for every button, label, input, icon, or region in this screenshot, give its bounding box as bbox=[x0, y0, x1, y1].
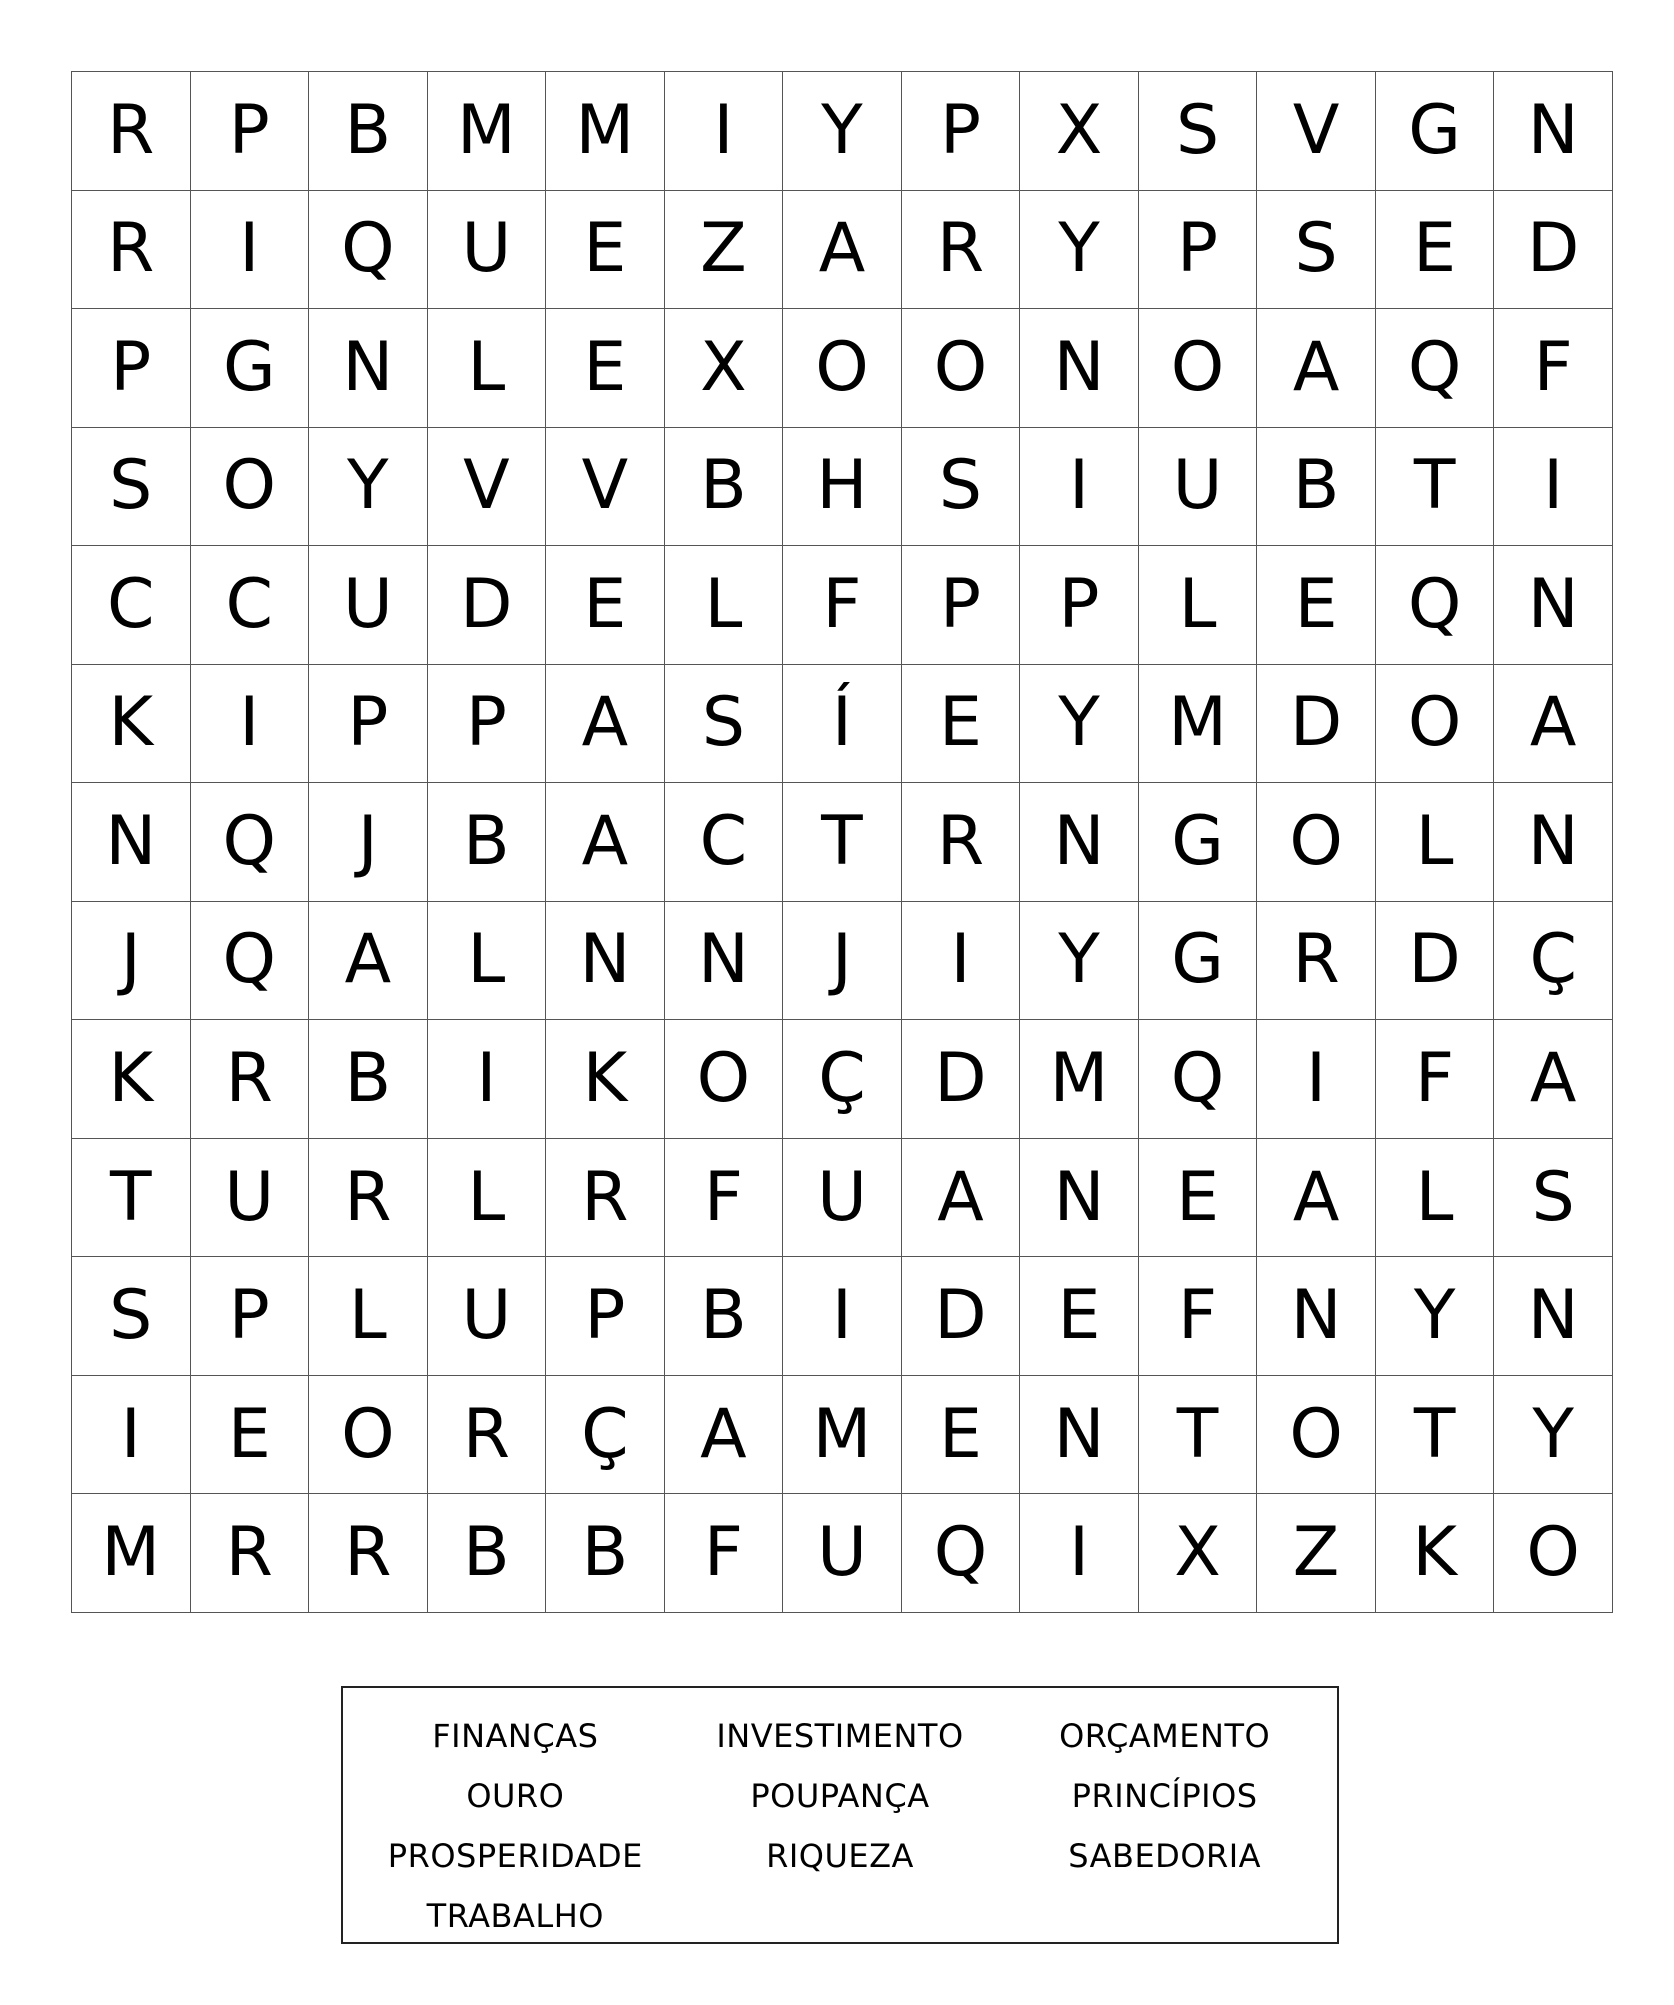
grid-cell[interactable]: A bbox=[309, 901, 428, 1020]
grid-cell[interactable]: N bbox=[309, 309, 428, 428]
grid-cell[interactable]: T bbox=[783, 783, 902, 902]
grid-cell[interactable]: R bbox=[546, 1138, 665, 1257]
grid-cell[interactable]: M bbox=[783, 1375, 902, 1494]
word-list-item: PROSPERIDADE bbox=[387, 1837, 643, 1875]
grid-row bbox=[72, 1375, 1613, 1494]
grid-row bbox=[72, 1257, 1613, 1376]
grid-cell[interactable]: U bbox=[1138, 427, 1257, 546]
grid-cell[interactable]: U bbox=[190, 1138, 309, 1257]
grid-cell[interactable]: O bbox=[309, 1375, 428, 1494]
grid-row bbox=[72, 309, 1613, 428]
grid-row bbox=[72, 1138, 1613, 1257]
grid-cell[interactable]: A bbox=[546, 664, 665, 783]
grid-row bbox=[72, 783, 1613, 902]
word-list-item: RIQUEZA bbox=[766, 1837, 914, 1875]
grid-cell[interactable]: B bbox=[427, 1494, 546, 1613]
grid-cell[interactable]: E bbox=[190, 1375, 309, 1494]
grid-cell[interactable]: O bbox=[1375, 664, 1494, 783]
grid-cell[interactable]: E bbox=[901, 664, 1020, 783]
grid-cell[interactable]: Y bbox=[1020, 190, 1139, 309]
grid-cell[interactable]: L bbox=[309, 1257, 428, 1376]
grid-cell[interactable]: R bbox=[72, 72, 191, 191]
grid-cell[interactable]: M bbox=[546, 72, 665, 191]
grid-cell[interactable]: L bbox=[427, 1138, 546, 1257]
grid-cell[interactable]: F bbox=[1375, 1020, 1494, 1139]
grid-cell[interactable]: N bbox=[1020, 309, 1139, 428]
grid-row bbox=[72, 427, 1613, 546]
grid-cell[interactable]: M bbox=[1138, 664, 1257, 783]
grid-cell[interactable]: C bbox=[664, 783, 783, 902]
grid-cell[interactable]: P bbox=[427, 664, 546, 783]
grid-cell[interactable]: S bbox=[72, 1257, 191, 1376]
grid-cell[interactable]: L bbox=[427, 901, 546, 1020]
grid-cell[interactable]: R bbox=[190, 1494, 309, 1613]
grid-cell[interactable]: O bbox=[783, 309, 902, 428]
grid-cell[interactable]: H bbox=[783, 427, 902, 546]
grid-cell[interactable]: O bbox=[901, 309, 1020, 428]
grid-cell[interactable]: J bbox=[309, 783, 428, 902]
grid-cell[interactable]: U bbox=[309, 546, 428, 665]
grid-cell[interactable]: D bbox=[1494, 190, 1613, 309]
grid-cell[interactable]: Z bbox=[664, 190, 783, 309]
grid-cell[interactable]: R bbox=[190, 1020, 309, 1139]
grid-cell[interactable]: I bbox=[901, 901, 1020, 1020]
grid-cell[interactable]: N bbox=[1494, 72, 1613, 191]
grid-cell[interactable]: D bbox=[901, 1257, 1020, 1376]
grid-cell[interactable]: R bbox=[901, 783, 1020, 902]
grid-cell[interactable]: O bbox=[1257, 783, 1376, 902]
grid-cell[interactable]: X bbox=[1138, 1494, 1257, 1613]
grid-cell[interactable]: G bbox=[1375, 72, 1494, 191]
grid-cell[interactable]: P bbox=[309, 664, 428, 783]
grid-cell[interactable]: V bbox=[427, 427, 546, 546]
grid-cell[interactable]: T bbox=[1375, 427, 1494, 546]
grid-cell[interactable]: N bbox=[1020, 783, 1139, 902]
grid-cell[interactable]: N bbox=[72, 783, 191, 902]
grid-cell[interactable]: R bbox=[309, 1138, 428, 1257]
grid-cell[interactable]: O bbox=[664, 1020, 783, 1139]
grid-cell[interactable]: L bbox=[1138, 546, 1257, 665]
grid-cell[interactable]: J bbox=[72, 901, 191, 1020]
grid-cell[interactable]: I bbox=[427, 1020, 546, 1139]
grid-cell[interactable]: N bbox=[1494, 546, 1613, 665]
grid-row bbox=[72, 546, 1613, 665]
grid-cell[interactable]: P bbox=[190, 1257, 309, 1376]
grid-cell[interactable]: S bbox=[72, 427, 191, 546]
grid-cell[interactable]: A bbox=[1257, 309, 1376, 428]
grid-cell[interactable]: F bbox=[664, 1138, 783, 1257]
grid-cell[interactable]: S bbox=[1257, 190, 1376, 309]
grid-cell[interactable]: G bbox=[190, 309, 309, 428]
grid-cell[interactable]: Y bbox=[1020, 664, 1139, 783]
grid-cell[interactable]: T bbox=[1138, 1375, 1257, 1494]
grid-cell[interactable]: T bbox=[72, 1138, 191, 1257]
grid-cell[interactable]: A bbox=[783, 190, 902, 309]
word-list-box bbox=[341, 1686, 1339, 1944]
grid-cell[interactable]: O bbox=[1257, 1375, 1376, 1494]
grid-cell[interactable]: R bbox=[72, 190, 191, 309]
grid-cell[interactable]: R bbox=[309, 1494, 428, 1613]
grid-cell[interactable]: N bbox=[1494, 783, 1613, 902]
grid-cell[interactable]: Q bbox=[1375, 546, 1494, 665]
grid-cell[interactable]: O bbox=[1494, 1494, 1613, 1613]
grid-cell[interactable]: D bbox=[1257, 664, 1376, 783]
grid-cell[interactable]: B bbox=[309, 1020, 428, 1139]
grid-cell[interactable]: Q bbox=[190, 783, 309, 902]
grid-cell[interactable]: I bbox=[1020, 427, 1139, 546]
grid-row bbox=[72, 1020, 1613, 1139]
grid-cell[interactable]: P bbox=[72, 309, 191, 428]
grid-cell[interactable]: L bbox=[1375, 783, 1494, 902]
grid-cell[interactable]: G bbox=[1138, 901, 1257, 1020]
word-list-column bbox=[355, 1706, 675, 1942]
grid-cell[interactable]: L bbox=[664, 546, 783, 665]
word-list-item: POUPANÇA bbox=[750, 1777, 930, 1815]
grid-cell[interactable]: A bbox=[1494, 1020, 1613, 1139]
grid-cell[interactable]: X bbox=[1020, 72, 1139, 191]
grid-cell[interactable]: A bbox=[664, 1375, 783, 1494]
grid-cell[interactable]: F bbox=[1138, 1257, 1257, 1376]
grid-cell[interactable]: F bbox=[664, 1494, 783, 1613]
grid-cell[interactable]: E bbox=[546, 309, 665, 428]
grid-cell[interactable]: Q bbox=[901, 1494, 1020, 1613]
grid-row bbox=[72, 664, 1613, 783]
grid-row bbox=[72, 190, 1613, 309]
grid-cell[interactable]: K bbox=[72, 664, 191, 783]
grid-cell[interactable]: B bbox=[664, 1257, 783, 1376]
grid-cell[interactable]: E bbox=[1375, 190, 1494, 309]
grid-cell[interactable]: I bbox=[1020, 1494, 1139, 1613]
grid-row bbox=[72, 72, 1613, 191]
grid-cell[interactable]: Q bbox=[1375, 309, 1494, 428]
grid-cell[interactable]: Ç bbox=[546, 1375, 665, 1494]
grid-cell[interactable]: U bbox=[427, 1257, 546, 1376]
grid-cell[interactable]: U bbox=[427, 190, 546, 309]
grid-cell[interactable]: Y bbox=[783, 72, 902, 191]
grid-cell[interactable]: I bbox=[190, 190, 309, 309]
grid-cell[interactable]: Í bbox=[783, 664, 902, 783]
grid-cell[interactable]: E bbox=[901, 1375, 1020, 1494]
grid-cell[interactable]: N bbox=[664, 901, 783, 1020]
grid-cell[interactable]: Ç bbox=[1494, 901, 1613, 1020]
grid-cell[interactable]: B bbox=[664, 427, 783, 546]
grid-cell[interactable]: E bbox=[546, 546, 665, 665]
grid-cell[interactable]: P bbox=[190, 72, 309, 191]
grid-cell[interactable]: X bbox=[664, 309, 783, 428]
grid-cell[interactable]: F bbox=[1494, 309, 1613, 428]
grid-cell[interactable]: T bbox=[1375, 1375, 1494, 1494]
grid-cell[interactable]: C bbox=[72, 546, 191, 665]
grid-cell[interactable]: B bbox=[309, 72, 428, 191]
grid-cell[interactable]: S bbox=[664, 664, 783, 783]
grid-cell[interactable]: D bbox=[1375, 901, 1494, 1020]
grid-cell[interactable]: P bbox=[1020, 546, 1139, 665]
grid-cell[interactable]: L bbox=[427, 309, 546, 428]
grid-cell[interactable]: P bbox=[546, 1257, 665, 1376]
grid-cell[interactable]: I bbox=[1494, 427, 1613, 546]
grid-cell[interactable]: A bbox=[1257, 1138, 1376, 1257]
grid-cell[interactable]: M bbox=[72, 1494, 191, 1613]
grid-cell[interactable]: J bbox=[783, 901, 902, 1020]
grid-cell[interactable]: O bbox=[1138, 309, 1257, 428]
grid-cell[interactable]: I bbox=[1257, 1020, 1376, 1139]
grid-cell[interactable]: D bbox=[427, 546, 546, 665]
grid-cell[interactable]: P bbox=[901, 546, 1020, 665]
grid-cell[interactable]: A bbox=[1494, 664, 1613, 783]
grid-cell[interactable]: Y bbox=[1494, 1375, 1613, 1494]
word-search-grid bbox=[71, 71, 1613, 1613]
grid-cell[interactable]: I bbox=[783, 1257, 902, 1376]
grid-cell[interactable]: S bbox=[1138, 72, 1257, 191]
grid-cell[interactable]: N bbox=[1020, 1375, 1139, 1494]
grid-cell[interactable]: K bbox=[72, 1020, 191, 1139]
grid-cell[interactable]: Q bbox=[190, 901, 309, 1020]
word-list-item: PRINCÍPIOS bbox=[1071, 1777, 1258, 1815]
word-list-column bbox=[1005, 1706, 1325, 1942]
grid-cell[interactable]: B bbox=[427, 783, 546, 902]
grid-cell[interactable]: U bbox=[783, 1138, 902, 1257]
grid-cell[interactable]: Y bbox=[1020, 901, 1139, 1020]
grid-row bbox=[72, 901, 1613, 1020]
grid-cell[interactable]: M bbox=[1020, 1020, 1139, 1139]
grid-cell[interactable]: E bbox=[546, 190, 665, 309]
grid-cell[interactable]: A bbox=[901, 1138, 1020, 1257]
grid-cell[interactable]: Q bbox=[1138, 1020, 1257, 1139]
grid-cell[interactable]: Z bbox=[1257, 1494, 1376, 1613]
grid-cell[interactable]: I bbox=[664, 72, 783, 191]
word-list-item: ORÇAMENTO bbox=[1059, 1717, 1271, 1755]
grid-cell[interactable]: R bbox=[901, 190, 1020, 309]
grid-cell[interactable]: F bbox=[783, 546, 902, 665]
grid-cell[interactable]: N bbox=[1257, 1257, 1376, 1376]
grid-row bbox=[72, 1494, 1613, 1613]
grid-cell[interactable]: V bbox=[1257, 72, 1376, 191]
word-list-item: SABEDORIA bbox=[1068, 1837, 1262, 1875]
grid-cell[interactable]: D bbox=[901, 1020, 1020, 1139]
grid-cell[interactable]: A bbox=[546, 783, 665, 902]
grid-cell[interactable]: G bbox=[1138, 783, 1257, 902]
grid-cell[interactable]: U bbox=[783, 1494, 902, 1613]
grid-cell[interactable]: S bbox=[1494, 1138, 1613, 1257]
word-list-item: FINANÇAS bbox=[432, 1717, 599, 1755]
grid-cell[interactable]: L bbox=[1375, 1138, 1494, 1257]
grid-cell[interactable]: B bbox=[546, 1494, 665, 1613]
grid-cell[interactable]: R bbox=[427, 1375, 546, 1494]
grid-cell[interactable]: N bbox=[1020, 1138, 1139, 1257]
word-list-item: INVESTIMENTO bbox=[716, 1717, 964, 1755]
grid-cell[interactable]: Ç bbox=[783, 1020, 902, 1139]
grid-cell[interactable]: I bbox=[72, 1375, 191, 1494]
grid-cell[interactable]: R bbox=[1257, 901, 1376, 1020]
grid-cell[interactable]: V bbox=[546, 427, 665, 546]
grid-cell[interactable]: K bbox=[546, 1020, 665, 1139]
grid-cell[interactable]: E bbox=[1138, 1138, 1257, 1257]
grid-cell[interactable]: Q bbox=[309, 190, 428, 309]
grid-cell[interactable]: P bbox=[1138, 190, 1257, 309]
grid-cell[interactable]: B bbox=[1257, 427, 1376, 546]
grid-cell[interactable]: N bbox=[1494, 1257, 1613, 1376]
grid-cell[interactable]: C bbox=[190, 546, 309, 665]
grid-cell[interactable]: N bbox=[546, 901, 665, 1020]
word-list-item: TRABALHO bbox=[426, 1897, 604, 1935]
grid-cell[interactable]: Y bbox=[309, 427, 428, 546]
word-list-item: OURO bbox=[466, 1777, 565, 1815]
grid-cell[interactable]: E bbox=[1257, 546, 1376, 665]
grid-cell[interactable]: E bbox=[1020, 1257, 1139, 1376]
word-list-column bbox=[680, 1706, 1000, 1942]
grid-cell[interactable]: S bbox=[901, 427, 1020, 546]
grid-cell[interactable]: Y bbox=[1375, 1257, 1494, 1376]
grid-cell[interactable]: K bbox=[1375, 1494, 1494, 1613]
grid-cell[interactable]: I bbox=[190, 664, 309, 783]
grid-cell[interactable]: O bbox=[190, 427, 309, 546]
grid-cell[interactable]: M bbox=[427, 72, 546, 191]
grid-cell[interactable]: P bbox=[901, 72, 1020, 191]
